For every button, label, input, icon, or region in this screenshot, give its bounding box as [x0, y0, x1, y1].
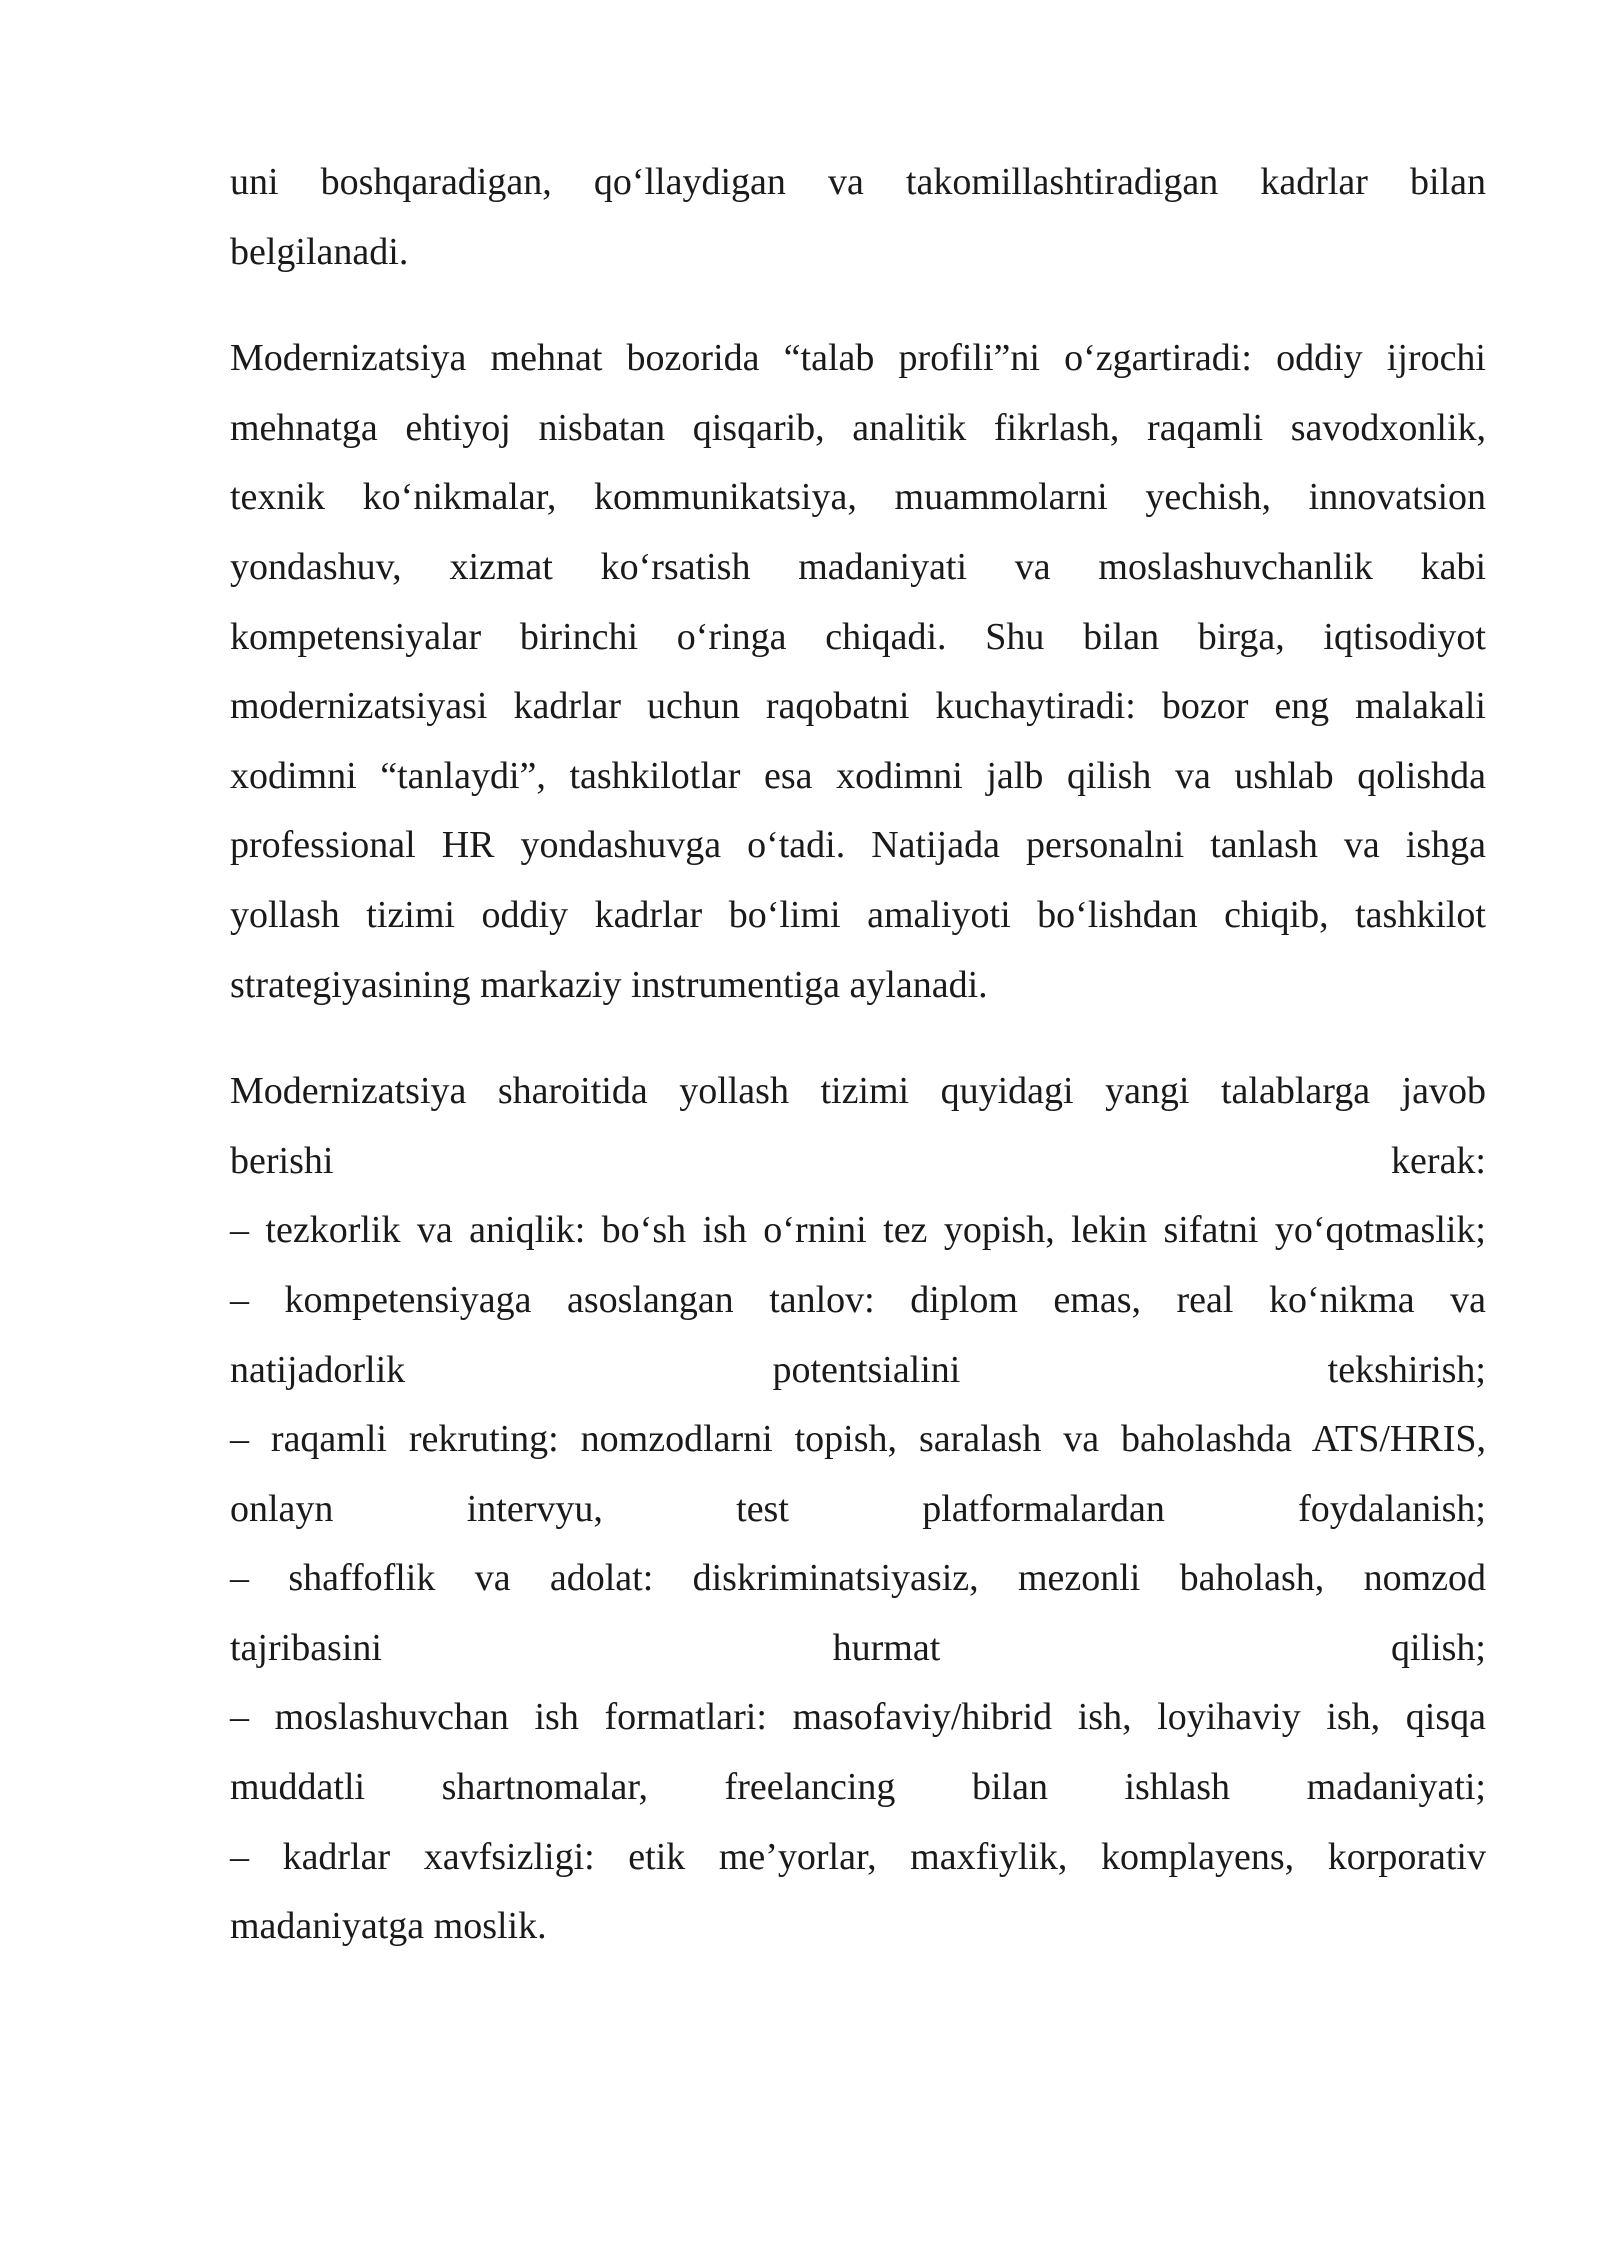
list-item-personnel-security: – kadrlar xavfsizligi: etik me’yorlar, maxfiylik, komplayens, korporativ	[230, 1835, 1486, 1878]
text-line: modernizatsiyasi kadrlar uchun raqobatni kuchaytiradi: bozor eng malakali	[230, 685, 1486, 728]
text-line: strategiyasining markaziy instrumentiga aylanadi.	[230, 963, 988, 1006]
text-line: yondashuv, xizmat ko‘rsatish madaniyati va moslashuvchanlik kabi	[230, 545, 1486, 588]
text-line: madaniyatga moslik.	[230, 1905, 547, 1948]
text-line: texnik ko‘nikmalar, kommunikatsiya, muammolarni yechish, innovatsion	[230, 476, 1486, 519]
list-item-digital-recruiting: – raqamli rekruting: nomzodlarni topish, saralash va baholashda ATS/HRIS,	[230, 1418, 1486, 1461]
text-line: yollash tizimi oddiy kadrlar bo‘limi amaliyoti bo‘lishdan chiqib, tashkilot	[230, 893, 1486, 936]
list-item-transparency-fairness: – shaffoflik va adolat: diskriminatsiyasiz, mezonli baholash, nomzod	[230, 1557, 1486, 1600]
text-line: Modernizatsiya mehnat bozorida “talab profili”ni o‘zgartiradi: oddiy ijrochi	[230, 337, 1486, 380]
list-item-speed-accuracy: – tezkorlik va aniqlik: bo‘sh ish o‘rnini tez yopish, lekin sifatni yo‘qotmaslik;	[230, 1209, 1486, 1252]
list-item-competency-selection: – kompetensiyaga asoslangan tanlov: diplom emas, real ko‘nikma va	[230, 1278, 1486, 1321]
text-line: belgilanadi.	[230, 230, 409, 273]
paragraph-demand-profile	[230, 324, 1486, 1020]
text-line: mehnatga ehtiyoj nisbatan qisqarib, analitik fikrlash, raqamli savodxonlik,	[230, 406, 1486, 449]
text-line: Modernizatsiya sharoitida yollash tizimi quyidagi yangi talablarga javob	[230, 1070, 1486, 1113]
list-item-flexible-formats: – moslashuvchan ish formatlari: masofaviy/hibrid ish, loyihaviy ish, qisqa	[230, 1696, 1486, 1739]
text-line: professional HR yondashuvga o‘tadi. Natijada personalni tanlash va ishga	[230, 824, 1486, 867]
text-line: kompetensiyalar birinchi o‘ringa chiqadi. Shu bilan birga, iqtisodiyot	[230, 615, 1486, 658]
text-line: xodimni “tanlaydi”, tashkilotlar esa xodimni jalb qilish va ushlab qolishda	[230, 754, 1486, 797]
text-line: tajribasini hurmat qilish;	[230, 1626, 1486, 1669]
document-body	[230, 148, 1486, 1962]
text-line: berishi kerak:	[230, 1139, 1486, 1182]
paragraph-intro	[230, 148, 1486, 287]
text-line: uni boshqaradigan, qo‘llaydigan va takomillashtiradigan kadrlar bilan	[230, 161, 1486, 203]
text-line: onlayn intervyu, test platformalardan foydalanish;	[230, 1487, 1486, 1530]
paragraph-requirements-list	[230, 1057, 1486, 1962]
text-line: natijadorlik potentsialini tekshirish;	[230, 1348, 1486, 1391]
text-line: muddatli shartnomalar, freelancing bilan ishlash madaniyati;	[230, 1766, 1486, 1809]
